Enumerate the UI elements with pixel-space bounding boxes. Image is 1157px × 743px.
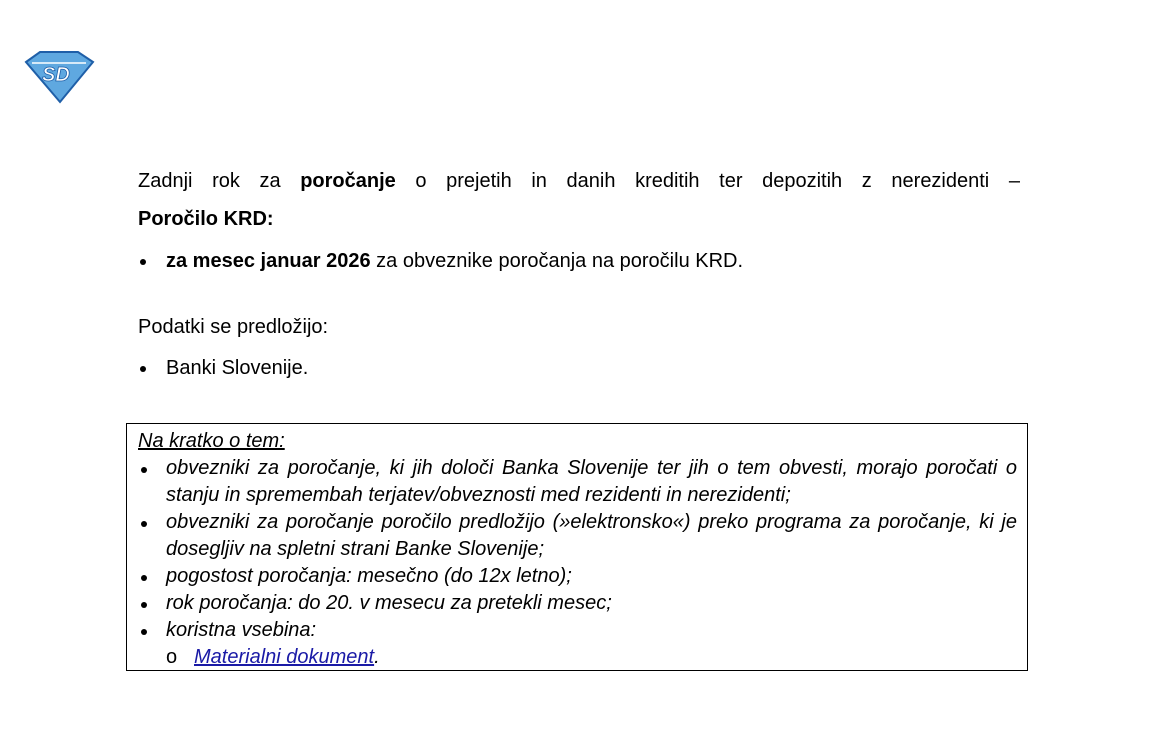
submission-bullet <box>138 355 1020 381</box>
report-title: Poročilo KRD: <box>138 208 274 230</box>
summary-item: obvezniki za poročanje, ki jih določi Banka Slovenije ter jih o tem obvesti, morajo poročati o stanju in spremembah terjatev/obveznosti med rezidenti in nerezidenti; <box>138 455 1017 509</box>
intro-paragraph <box>138 162 1020 200</box>
intro-text-start: Zadnji rok za <box>138 170 301 192</box>
submission-label: Podatki se predložijo: <box>138 316 329 338</box>
link-suffix: . <box>374 646 380 668</box>
period-rest: za obveznike poročanja na poročilu KRD. <box>370 250 744 272</box>
bullet-dot <box>141 521 147 527</box>
bullet-dot <box>141 467 147 473</box>
bullet-dot <box>141 629 147 635</box>
summary-box <box>126 423 1028 671</box>
summary-item: koristna vsebina: <box>138 617 1017 644</box>
summary-item: obvezniki za poročanje poročilo predložijo (»elektronsko«) preko programa za poročanje, ki je dosegljiv na spletni strani Banke Slovenije; <box>138 509 1017 563</box>
sub-marker: o <box>166 646 178 668</box>
summary-subitem <box>138 644 1017 671</box>
submission-item: Banki Slovenije. <box>166 357 309 379</box>
bullet-dot <box>140 259 146 265</box>
bullet-dot <box>141 575 147 581</box>
main-content <box>138 162 1020 381</box>
summary-item: rok poročanja: do 20. v mesecu za pretekli mesec; <box>138 590 1017 617</box>
intro-bold-keyword: poročanje <box>300 170 396 192</box>
summary-item: pogostost poročanja: mesečno (do 12x letno); <box>138 563 1017 590</box>
summary-list <box>138 455 1017 644</box>
bullet-dot <box>140 366 146 372</box>
intro-text-end: o prejetih in danih kreditih ter depozitih z nerezidenti – <box>395 170 1020 192</box>
period-bold: za mesec januar 2026 <box>166 250 371 272</box>
company-logo <box>22 48 96 104</box>
summary-title: Na kratko o tem: <box>138 430 285 452</box>
logo-monogram: SD <box>42 64 70 86</box>
period-bullet <box>138 248 1020 274</box>
bullet-dot <box>141 602 147 608</box>
materialni-dokument-link[interactable]: Materialni dokument <box>194 646 375 668</box>
